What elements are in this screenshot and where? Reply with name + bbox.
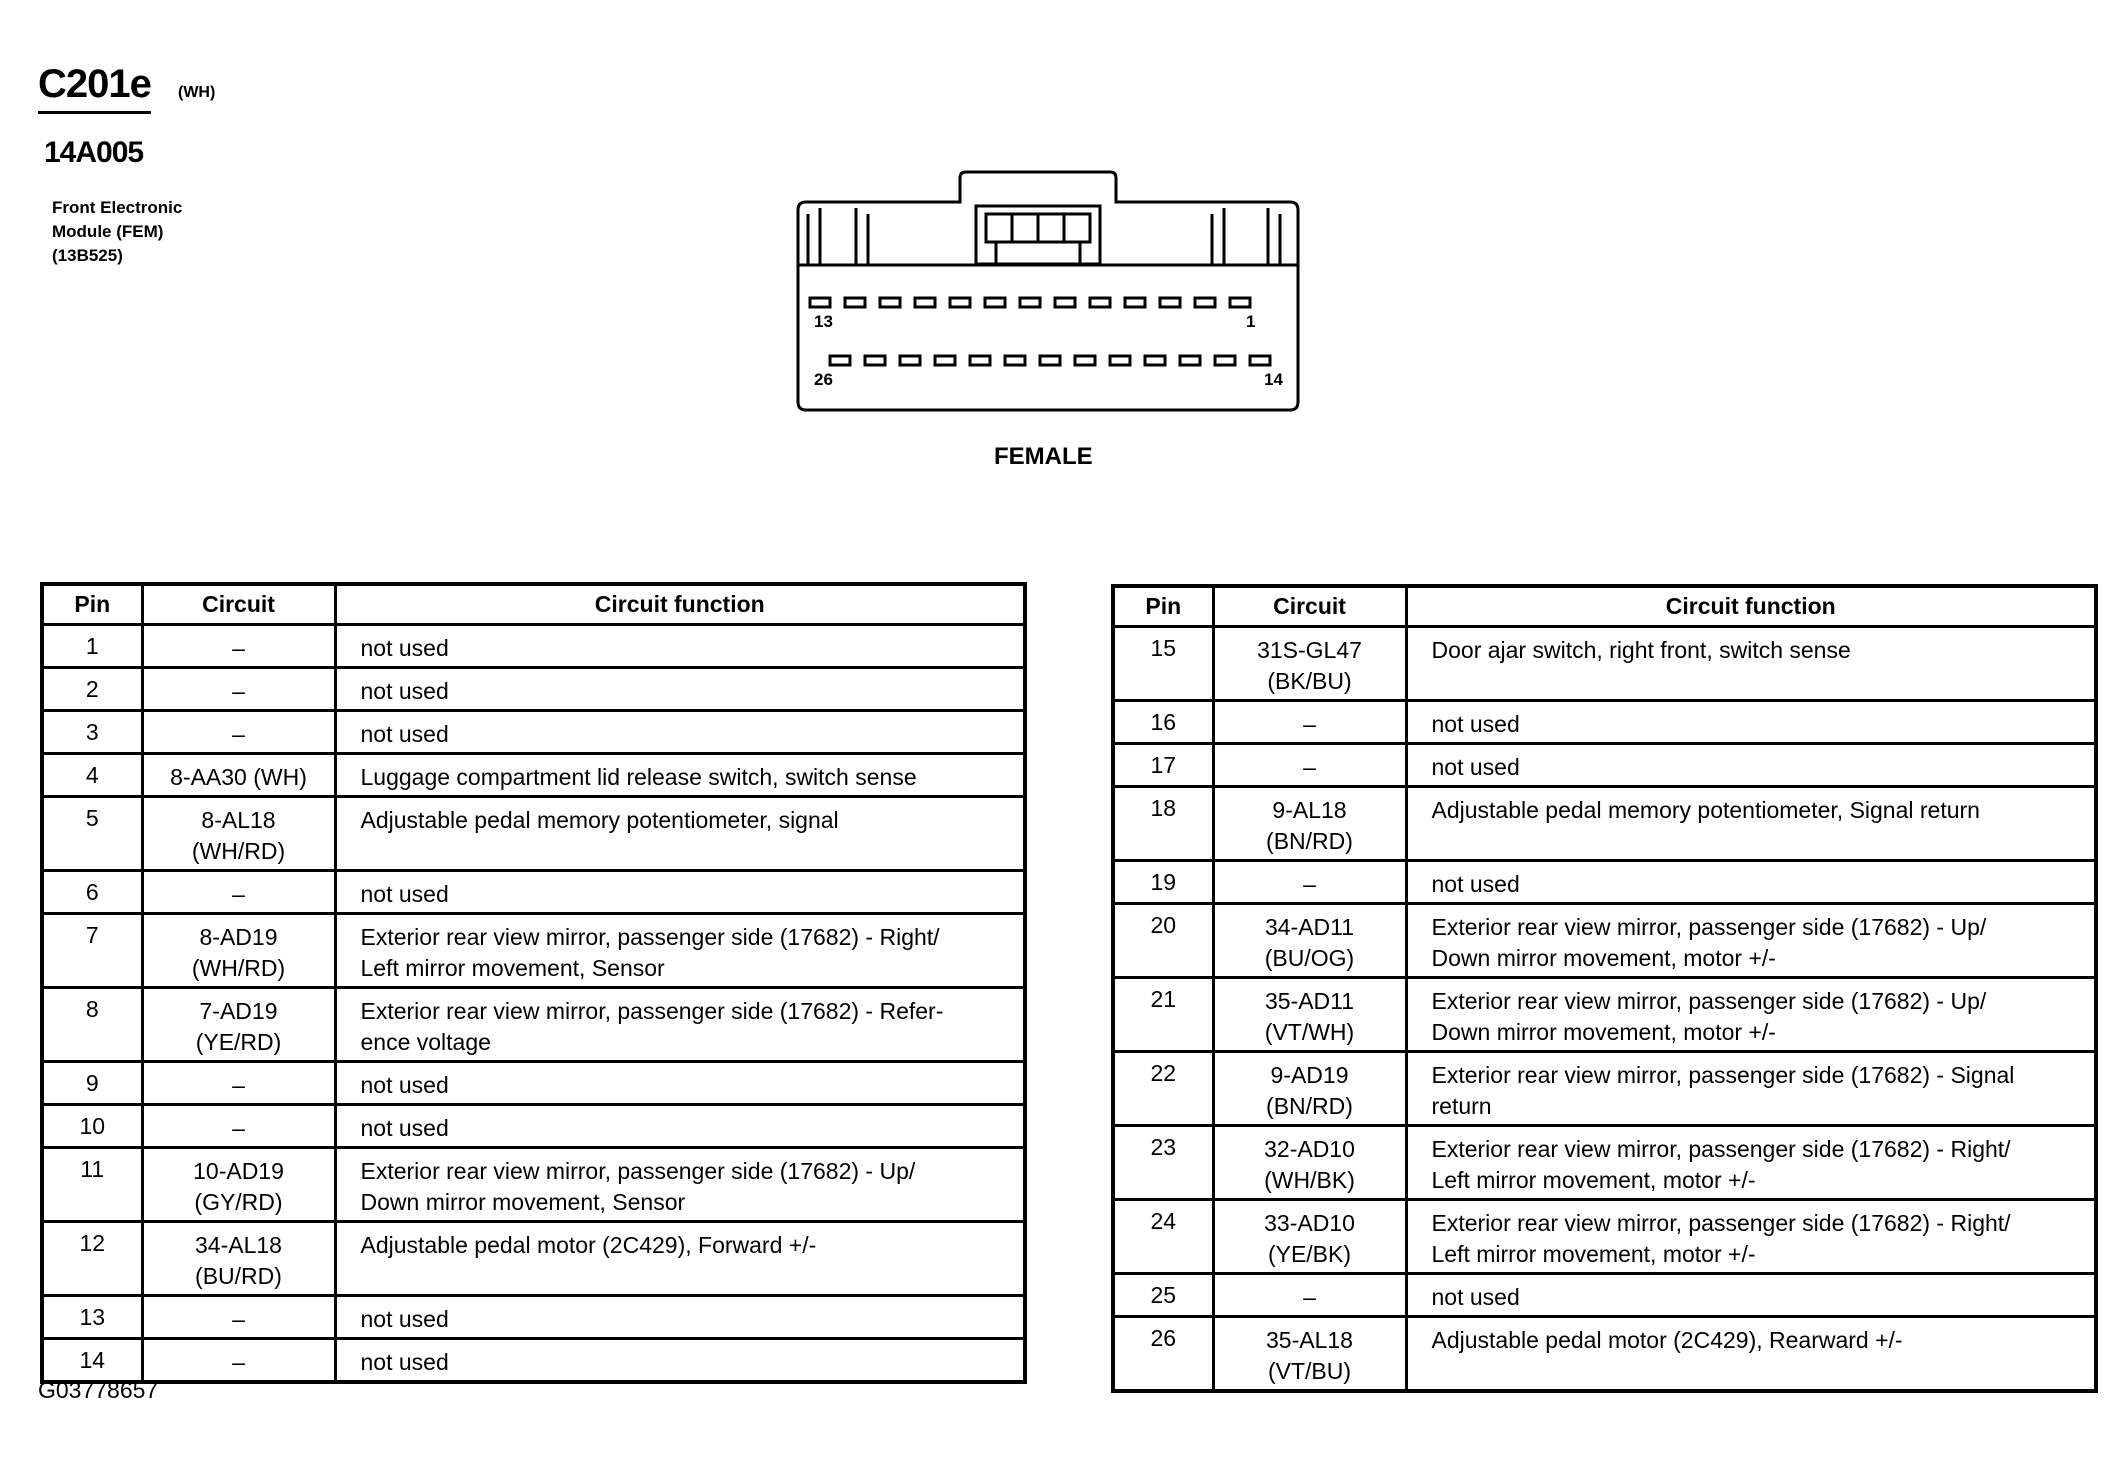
circuit-line: 9-AD19: [1270, 1062, 1349, 1088]
circuit-function-line: Exterior rear view mirror, passenger side (17682) - Right/: [1431, 1210, 2011, 1236]
circuit-function-cell: [1406, 1200, 2096, 1274]
circuit-function-line: Exterior rear view mirror, passenger side (17682) - Signal: [1431, 1062, 2015, 1088]
top-row-pin-cavity: [810, 298, 830, 307]
circuit-function-line: not used: [360, 678, 449, 704]
top-row-pin-cavity: [845, 298, 865, 307]
circuit-function-line: Exterior rear view mirror, passenger side (17682) - Right/: [1431, 1136, 2011, 1162]
circuit-function-line: Adjustable pedal motor (2C429), Rearward +/-: [1431, 1327, 1903, 1353]
circuit-function-line: ence voltage: [360, 1029, 491, 1055]
bottom-row-pin-cavity: [1180, 356, 1200, 365]
module-name-line: (13B525): [52, 246, 123, 265]
table-row: [42, 1339, 1025, 1383]
circuit-function-line: Exterior rear view mirror, passenger side (17682) - Right/: [360, 924, 940, 950]
circuit-line: –: [1303, 754, 1316, 780]
circuit-line: (YE/RD): [195, 1029, 282, 1055]
circuit-line: (WH/RD): [191, 838, 286, 864]
circuit-function-cell: [335, 1105, 1025, 1148]
circuit-cell: [1213, 1200, 1406, 1274]
pin-label-1: 1: [1246, 312, 1256, 331]
circuit-line: 8-AD19: [199, 924, 278, 950]
pin-label-14: 14: [1264, 370, 1283, 389]
circuit-line: 31S-GL47: [1257, 637, 1362, 663]
pin-number-cell: 18: [1113, 787, 1213, 861]
circuit-line: 34-AD11: [1264, 914, 1355, 940]
circuit-function-cell: [335, 625, 1025, 668]
pin-number-cell: 15: [1113, 627, 1213, 701]
circuit-cell: [1213, 1274, 1406, 1317]
pin-number-cell: 11: [42, 1148, 142, 1222]
table-row: [1113, 1200, 2096, 1274]
circuit-function-cell: [335, 754, 1025, 797]
circuit-function-line: not used: [360, 1115, 449, 1141]
circuit-cell: [142, 1148, 335, 1222]
circuit-line: –: [232, 1072, 245, 1098]
pin-number-cell: 1: [42, 625, 142, 668]
circuit-line: –: [232, 678, 245, 704]
circuit-function-cell: [1406, 978, 2096, 1052]
circuit-function-line: Exterior rear view mirror, passenger side (17682) - Refer-: [360, 998, 944, 1024]
circuit-line: 10-AD19: [193, 1158, 284, 1184]
table-row: [42, 797, 1025, 871]
pin-number-cell: 13: [42, 1296, 142, 1339]
bottom-row-pin-cavity: [1215, 356, 1235, 365]
circuit-function-line: Down mirror movement, motor +/-: [1431, 1019, 1776, 1045]
circuit-line: –: [232, 635, 245, 661]
pin-number-cell: 14: [42, 1339, 142, 1383]
circuit-function-line: Exterior rear view mirror, passenger side (17682) - Up/: [1431, 914, 1987, 940]
circuit-function-line: not used: [1431, 711, 1520, 737]
circuit-function-cell: [335, 797, 1025, 871]
pin-label-26: 26: [814, 370, 833, 389]
circuit-cell: [1213, 627, 1406, 701]
circuit-function-line: Adjustable pedal memory potentiometer, signal: [360, 807, 839, 833]
part-number: 14A005: [44, 136, 144, 169]
pin-row-top: [810, 298, 1250, 307]
top-row-pin-cavity: [1125, 298, 1145, 307]
pin-row-bottom: [830, 356, 1270, 365]
circuit-function-cell: [1406, 787, 2096, 861]
pin-number-cell: 3: [42, 711, 142, 754]
top-row-pin-cavity: [915, 298, 935, 307]
bottom-row-pin-cavity: [1250, 356, 1270, 365]
column-header-pin: Pin: [1113, 586, 1213, 627]
circuit-line: 7-AD19: [199, 998, 278, 1024]
circuit-function-line: not used: [360, 881, 449, 907]
table-row: [1113, 861, 2096, 904]
pin-number-cell: 26: [1113, 1317, 1213, 1392]
circuit-function-line: Adjustable pedal motor (2C429), Forward +/-: [360, 1232, 817, 1258]
circuit-cell: [142, 988, 335, 1062]
circuit-cell: [142, 754, 335, 797]
circuit-cell: [1213, 904, 1406, 978]
circuit-line: 32-AD10: [1264, 1136, 1355, 1162]
circuit-function-cell: [1406, 1274, 2096, 1317]
circuit-cell: [1213, 1317, 1406, 1392]
circuit-line: –: [1303, 711, 1316, 737]
bottom-row-pin-cavity: [865, 356, 885, 365]
connector-color: (WH): [178, 84, 216, 101]
circuit-line: 34-AL18: [195, 1232, 282, 1258]
circuit-line: –: [1303, 871, 1316, 897]
top-row-pin-cavity: [1195, 298, 1215, 307]
column-header-function: Circuit function: [335, 584, 1025, 625]
circuit-cell: [142, 914, 335, 988]
table-row: [1113, 1317, 2096, 1392]
pin-number-cell: 12: [42, 1222, 142, 1296]
table-row: [42, 1148, 1025, 1222]
circuit-function-line: Exterior rear view mirror, passenger side (17682) - Up/: [1431, 988, 1987, 1014]
pin-number-cell: 6: [42, 871, 142, 914]
column-header-function: Circuit function: [1406, 586, 2096, 627]
circuit-line: (BN/RD): [1266, 828, 1353, 854]
pin-table-right: [1111, 584, 2098, 1393]
circuit-line: 35-AL18: [1266, 1327, 1353, 1353]
circuit-cell: [1213, 787, 1406, 861]
circuit-function-line: Exterior rear view mirror, passenger side (17682) - Up/: [360, 1158, 916, 1184]
table-row: [1113, 978, 2096, 1052]
circuit-function-line: not used: [360, 1349, 449, 1375]
module-name-line: Front Electronic: [52, 198, 183, 217]
circuit-line: 8-AA30 (WH): [170, 764, 307, 790]
circuit-line: –: [232, 881, 245, 907]
table-row: [1113, 744, 2096, 787]
table-row: [1113, 627, 2096, 701]
circuit-function-cell: [1406, 1126, 2096, 1200]
circuit-function-line: not used: [1431, 871, 1520, 897]
circuit-function-line: not used: [1431, 1284, 1520, 1310]
circuit-line: (GY/RD): [194, 1189, 283, 1215]
table-row: [42, 988, 1025, 1062]
circuit-line: (VT/BU): [1267, 1358, 1352, 1384]
connector-face-diagram: [790, 170, 1310, 420]
pin-number-cell: 23: [1113, 1126, 1213, 1200]
circuit-cell: [142, 1062, 335, 1105]
column-header-circuit: Circuit: [142, 584, 335, 625]
circuit-cell: [1213, 1052, 1406, 1126]
circuit-cell: [142, 1105, 335, 1148]
circuit-function-cell: [335, 988, 1025, 1062]
circuit-line: –: [232, 721, 245, 747]
pin-number-cell: 8: [42, 988, 142, 1062]
pin-number-cell: 4: [42, 754, 142, 797]
circuit-function-cell: [335, 668, 1025, 711]
column-header-pin: Pin: [42, 584, 142, 625]
circuit-function-line: return: [1431, 1093, 1492, 1119]
circuit-function-cell: [335, 711, 1025, 754]
circuit-function-line: Luggage compartment lid release switch, switch sense: [360, 764, 917, 790]
pin-number-cell: 9: [42, 1062, 142, 1105]
circuit-function-line: not used: [360, 721, 449, 747]
table-row: [1113, 1274, 2096, 1317]
pin-number-cell: 2: [42, 668, 142, 711]
pin-number-cell: 22: [1113, 1052, 1213, 1126]
circuit-cell: [1213, 744, 1406, 787]
circuit-line: 8-AL18: [201, 807, 276, 833]
circuit-cell: [1213, 978, 1406, 1052]
pin-number-cell: 16: [1113, 701, 1213, 744]
pin-number-cell: 24: [1113, 1200, 1213, 1274]
circuit-function-cell: [1406, 627, 2096, 701]
circuit-cell: [142, 711, 335, 754]
top-row-pin-cavity: [1055, 298, 1075, 307]
circuit-line: (BU/RD): [195, 1263, 282, 1289]
circuit-line: 35-AD11: [1264, 988, 1355, 1014]
table-row: [42, 711, 1025, 754]
circuit-function-cell: [335, 1062, 1025, 1105]
table-row: [42, 1296, 1025, 1339]
circuit-function-line: Left mirror movement, Sensor: [360, 955, 665, 981]
circuit-line: (BK/BU): [1267, 668, 1352, 694]
circuit-line: 33-AD10: [1264, 1210, 1355, 1236]
circuit-line: (VT/WH): [1264, 1019, 1355, 1045]
bottom-row-pin-cavity: [970, 356, 990, 365]
bottom-row-pin-cavity: [935, 356, 955, 365]
table-row: [42, 871, 1025, 914]
table-row: [1113, 1052, 2096, 1126]
circuit-function-cell: [1406, 861, 2096, 904]
circuit-function-cell: [335, 1148, 1025, 1222]
circuit-function-line: Left mirror movement, motor +/-: [1431, 1167, 1756, 1193]
circuit-function-cell: [1406, 904, 2096, 978]
top-row-pin-cavity: [1230, 298, 1250, 307]
circuit-function-line: not used: [1431, 754, 1520, 780]
circuit-cell: [142, 797, 335, 871]
circuit-line: –: [232, 1306, 245, 1332]
circuit-function-cell: [335, 1222, 1025, 1296]
circuit-function-cell: [1406, 1317, 2096, 1392]
pin-number-cell: 25: [1113, 1274, 1213, 1317]
bottom-row-pin-cavity: [830, 356, 850, 365]
circuit-cell: [142, 625, 335, 668]
table-row: [1113, 1126, 2096, 1200]
circuit-cell: [1213, 1126, 1406, 1200]
circuit-function-cell: [335, 871, 1025, 914]
bottom-row-pin-cavity: [1075, 356, 1095, 365]
module-name: [52, 196, 182, 268]
circuit-line: (WH/BK): [1264, 1167, 1355, 1193]
circuit-function-cell: [1406, 701, 2096, 744]
circuit-cell: [1213, 861, 1406, 904]
pin-number-cell: 10: [42, 1105, 142, 1148]
bottom-row-pin-cavity: [900, 356, 920, 365]
table-row: [1113, 787, 2096, 861]
circuit-function-cell: [335, 914, 1025, 988]
table-row: [42, 1222, 1025, 1296]
bottom-row-pin-cavity: [1005, 356, 1025, 365]
top-row-pin-cavity: [1160, 298, 1180, 307]
circuit-function-line: Adjustable pedal memory potentiometer, Signal return: [1431, 797, 1980, 823]
pin-number-cell: 17: [1113, 744, 1213, 787]
pin-number-cell: 20: [1113, 904, 1213, 978]
table-row: [42, 625, 1025, 668]
circuit-cell: [142, 1222, 335, 1296]
pin-number-cell: 21: [1113, 978, 1213, 1052]
connector-id: C201e: [38, 62, 151, 114]
circuit-line: –: [1303, 1284, 1316, 1310]
circuit-line: 9-AL18: [1272, 797, 1347, 823]
bottom-row-pin-cavity: [1145, 356, 1165, 365]
pin-label-13: 13: [814, 312, 833, 331]
top-row-pin-cavity: [880, 298, 900, 307]
table-row: [42, 754, 1025, 797]
top-row-pin-cavity: [1090, 298, 1110, 307]
pin-table-left: [40, 582, 1027, 1384]
circuit-function-line: not used: [360, 1072, 449, 1098]
circuit-function-line: Left mirror movement, motor +/-: [1431, 1241, 1756, 1267]
top-row-pin-cavity: [1020, 298, 1040, 307]
pin-number-cell: 19: [1113, 861, 1213, 904]
circuit-cell: [142, 871, 335, 914]
table-row: [42, 1105, 1025, 1148]
pin-number-cell: 7: [42, 914, 142, 988]
circuit-function-cell: [335, 1339, 1025, 1383]
table-row: [1113, 701, 2096, 744]
circuit-cell: [142, 1339, 335, 1383]
circuit-function-line: Down mirror movement, Sensor: [360, 1189, 686, 1215]
circuit-function-cell: [1406, 744, 2096, 787]
module-name-line: Module (FEM): [52, 222, 164, 241]
table-row: [42, 668, 1025, 711]
top-row-pin-cavity: [985, 298, 1005, 307]
bottom-row-pin-cavity: [1040, 356, 1060, 365]
pin-number-cell: 5: [42, 797, 142, 871]
circuit-line: (WH/RD): [191, 955, 286, 981]
column-header-circuit: Circuit: [1213, 586, 1406, 627]
bottom-row-pin-cavity: [1110, 356, 1130, 365]
circuit-function-line: not used: [360, 1306, 449, 1332]
connector-gender-label: FEMALE: [994, 443, 1093, 470]
circuit-cell: [142, 668, 335, 711]
circuit-function-cell: [1406, 1052, 2096, 1126]
circuit-function-line: Down mirror movement, motor +/-: [1431, 945, 1776, 971]
circuit-line: (YE/BK): [1267, 1241, 1352, 1267]
top-row-pin-cavity: [950, 298, 970, 307]
circuit-cell: [142, 1296, 335, 1339]
table-row: [42, 914, 1025, 988]
circuit-function-line: Door ajar switch, right front, switch sense: [1431, 637, 1851, 663]
table-row: [42, 1062, 1025, 1105]
circuit-line: (BN/RD): [1266, 1093, 1353, 1119]
figure-code: G03778657: [38, 1377, 159, 1403]
circuit-line: –: [232, 1115, 245, 1141]
circuit-line: (BU/OG): [1264, 945, 1355, 971]
circuit-function-cell: [335, 1296, 1025, 1339]
table-row: [1113, 904, 2096, 978]
circuit-cell: [1213, 701, 1406, 744]
circuit-line: –: [232, 1349, 245, 1375]
circuit-function-line: not used: [360, 635, 449, 661]
